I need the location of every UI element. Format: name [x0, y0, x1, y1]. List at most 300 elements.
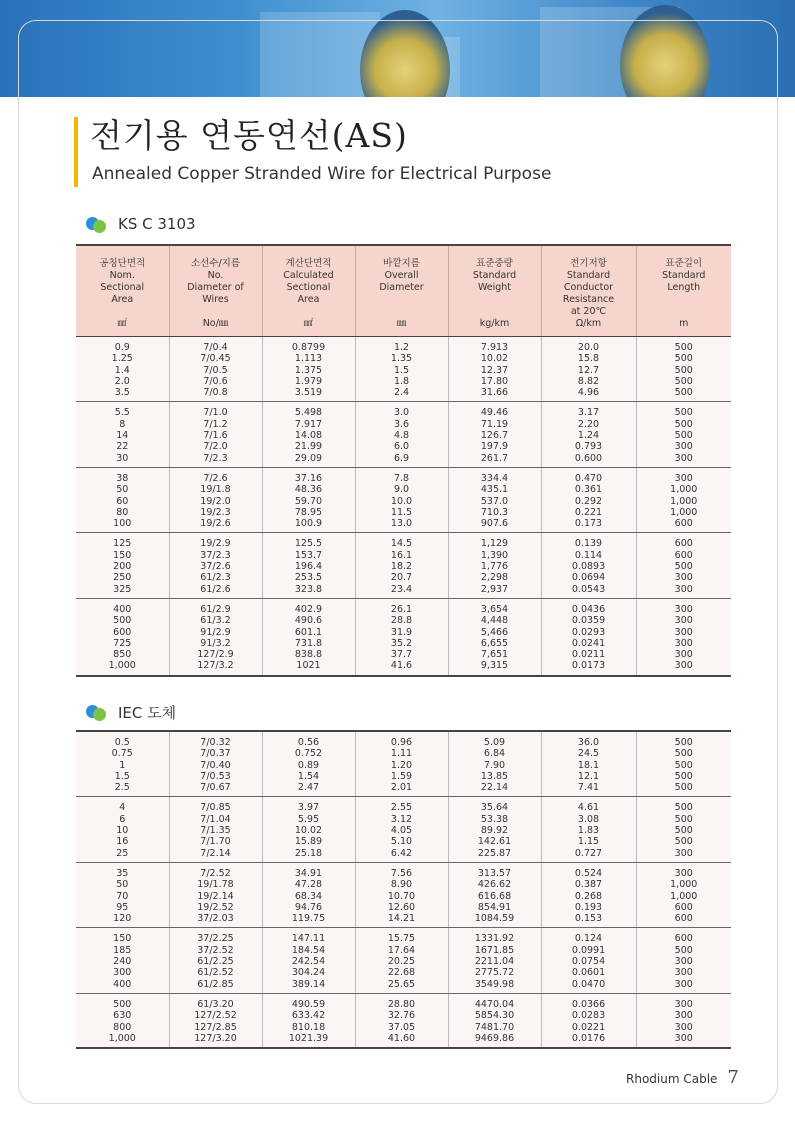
cell-calc-area [262, 862, 355, 927]
cell-value: 7/0.6 [203, 375, 228, 387]
section-label: IEC 도체 [118, 703, 177, 722]
cell-value: 0.387 [574, 879, 603, 891]
cell-value: 0.752 [294, 748, 323, 760]
cell-value: 1.4 [114, 364, 130, 376]
cell-value: 0.0436 [571, 603, 606, 615]
cell-diameter [355, 598, 448, 675]
cell-weight [448, 928, 541, 993]
cell-value: 0.727 [574, 847, 603, 859]
cell-value: 400 [113, 603, 132, 615]
section-header-iec [86, 701, 176, 723]
cell-calc-area [262, 533, 355, 598]
cell-value: 0.361 [574, 484, 603, 496]
cell-value: 6,655 [480, 637, 509, 649]
cell-value: 6.9 [393, 452, 410, 464]
cell-value: 304.24 [291, 967, 326, 979]
cell-resistance [541, 337, 636, 402]
cell-value: 35 [116, 867, 129, 879]
cell-value: 0.96 [390, 737, 413, 748]
cell-wires [169, 402, 262, 467]
table-row-group [76, 467, 731, 532]
cell-value: 70 [116, 890, 129, 902]
cell-value: 400 [113, 978, 132, 990]
cell-diameter [355, 337, 448, 402]
cell-value: 60 [116, 495, 129, 507]
cell-value: 127/2.85 [194, 1021, 237, 1033]
cell-value: 2.4 [393, 387, 410, 399]
cell-value: 2775.72 [474, 967, 515, 979]
cell-value: 197.9 [480, 441, 509, 453]
cell-value: 19/2.9 [200, 538, 231, 550]
cell-value: 14.5 [390, 538, 413, 550]
cell-value: 1.5 [114, 770, 130, 782]
cell-value: 20.25 [387, 956, 416, 968]
cell-value: 1021.39 [288, 1032, 329, 1044]
cell-value: 25.65 [387, 978, 416, 990]
cell-value: 37.16 [294, 472, 323, 484]
cell-value: 0.221 [574, 506, 603, 518]
cell-value: 0.0893 [571, 561, 606, 573]
cell-value: 1.83 [577, 825, 600, 837]
cell-value: 95 [116, 901, 129, 913]
header-nom-area: 공칭단면적 Nom. Sectional Area ㎟ [76, 245, 169, 337]
cell-value: 7/0.8 [203, 387, 228, 399]
cell-value: 500 [674, 364, 693, 376]
cell-value: 300 [674, 472, 693, 484]
cell-value: 41.6 [390, 660, 413, 672]
cell-value: 100 [113, 518, 132, 530]
cell-diameter [355, 797, 448, 862]
cell-value: 5,466 [480, 626, 509, 638]
cell-calc-area [262, 337, 355, 402]
cell-value: 80 [116, 506, 129, 518]
cell-value: 4,448 [480, 615, 509, 627]
cell-value: 50 [116, 484, 129, 496]
cell-value: 31.66 [480, 387, 509, 399]
cell-value: 150 [113, 933, 132, 945]
cell-value: 500 [674, 387, 693, 399]
cell-value: 3.97 [297, 802, 320, 814]
cell-value: 261.7 [480, 452, 509, 464]
cell-value: 6.42 [390, 847, 413, 859]
cell-value: 1,000 [670, 890, 698, 902]
cell-value: 710.3 [480, 506, 509, 518]
cell-value: 23.4 [390, 583, 413, 595]
cell-value: 810.18 [291, 1021, 326, 1033]
cell-wires [169, 467, 262, 532]
cell-value: 7.90 [483, 759, 506, 771]
bullet-dots-icon [86, 215, 108, 233]
cell-nom-area [76, 402, 169, 467]
cell-diameter [355, 402, 448, 467]
cell-value: 490.6 [294, 615, 323, 627]
cell-resistance [541, 402, 636, 467]
cell-value: 21.99 [294, 441, 323, 453]
cell-wires [169, 731, 262, 797]
cell-diameter [355, 533, 448, 598]
cell-value: 0.793 [574, 441, 603, 453]
cell-value: 435.1 [480, 484, 509, 496]
table-row-group [76, 862, 731, 927]
cell-value: 1,000 [108, 1032, 136, 1044]
cell-value: 2.20 [577, 418, 600, 430]
cell-value: 37.05 [387, 1021, 416, 1033]
cell-value: 61/2.85 [197, 978, 234, 990]
cell-value: 147.11 [291, 933, 326, 945]
cell-value: 14 [116, 430, 129, 442]
cell-value: 38 [116, 472, 129, 484]
cell-value: 3.5 [114, 387, 130, 399]
cell-length [636, 862, 731, 927]
cell-value: 1.35 [390, 353, 413, 365]
cell-value: 4.61 [577, 802, 600, 814]
cell-value: 32.76 [387, 1010, 416, 1022]
cell-value: 0.153 [574, 913, 603, 925]
header-banner [0, 0, 795, 97]
cell-value: 0.56 [297, 737, 320, 748]
cell-value: 37.7 [390, 649, 413, 661]
cell-value: 127/2.9 [197, 649, 234, 661]
cell-value: 300 [674, 649, 693, 661]
cell-value: 19/2.0 [200, 495, 231, 507]
cell-value: 150 [113, 549, 132, 561]
cell-value: 500 [674, 813, 693, 825]
cell-value: 26.1 [390, 603, 413, 615]
cell-value: 20.7 [390, 572, 413, 584]
cell-weight [448, 797, 541, 862]
cell-value: 49.46 [480, 407, 509, 419]
cell-value: 28.8 [390, 615, 413, 627]
cell-value: 838.8 [294, 649, 323, 661]
cell-value: 184.54 [291, 944, 326, 956]
cell-value: 14.21 [387, 913, 416, 925]
cell-value: 153.7 [294, 549, 323, 561]
cell-value: 7481.70 [474, 1021, 515, 1033]
cell-resistance [541, 598, 636, 675]
cell-value: 0.9 [114, 342, 130, 353]
table-row-group [76, 797, 731, 862]
cell-value: 2.5 [114, 782, 130, 794]
cell-value: 7/2.0 [203, 441, 228, 453]
cell-value: 500 [674, 342, 693, 353]
cell-diameter [355, 993, 448, 1048]
cell-value: 800 [113, 1021, 132, 1033]
cell-value: 13.0 [390, 518, 413, 530]
cell-value: 7/1.2 [203, 418, 228, 430]
cell-length [636, 731, 731, 797]
cell-value: 0.524 [574, 867, 603, 879]
cell-value: 4.8 [393, 430, 410, 442]
cell-calc-area [262, 598, 355, 675]
cell-value: 37/2.52 [197, 944, 234, 956]
cell-value: 12.37 [480, 364, 509, 376]
cell-value: 91/2.9 [200, 626, 231, 638]
cell-value: 22.14 [480, 782, 509, 794]
cell-value: 334.4 [480, 472, 509, 484]
cell-value: 0.0543 [571, 583, 606, 595]
cell-length [636, 993, 731, 1048]
cell-value: 125.5 [294, 538, 323, 550]
cell-value: 1 [119, 759, 126, 771]
cell-value: 1,390 [480, 549, 509, 561]
cell-weight [448, 467, 541, 532]
cell-value: 3.17 [577, 407, 600, 419]
cell-weight [448, 402, 541, 467]
cell-wires [169, 598, 262, 675]
cell-value: 1.5 [393, 364, 410, 376]
cell-value: 1.15 [577, 836, 600, 848]
cell-value: 91/3.2 [200, 637, 231, 649]
cell-value: 242.54 [291, 956, 326, 968]
cell-length [636, 598, 731, 675]
cell-value: 240 [113, 956, 132, 968]
footer [626, 1067, 739, 1088]
cell-value: 323.8 [294, 583, 323, 595]
title-accent-bar [74, 117, 78, 187]
cell-value: 1671.85 [474, 944, 515, 956]
cell-value: 13.85 [480, 770, 509, 782]
cell-value: 0.124 [574, 933, 603, 945]
cell-value: 0.139 [574, 538, 603, 550]
cell-value: 600 [674, 518, 693, 530]
cell-value: 19/1.78 [197, 879, 234, 891]
cell-value: 15.75 [387, 933, 416, 945]
cell-value: 1.54 [297, 770, 320, 782]
cell-value: 16.1 [390, 549, 413, 561]
cell-value: 6 [119, 813, 126, 825]
cell-value: 1,776 [480, 561, 509, 573]
cell-value: 725 [113, 637, 132, 649]
cell-value: 10.02 [294, 825, 323, 837]
cell-value: 59.70 [294, 495, 323, 507]
cell-value: 1.113 [294, 353, 323, 365]
section-header-ks [86, 213, 196, 235]
cell-value: 600 [674, 933, 693, 945]
cell-value: 0.8799 [291, 342, 326, 353]
cell-value: 300 [674, 967, 693, 979]
cell-value: 126.7 [480, 430, 509, 442]
cell-value: 0.0754 [571, 956, 606, 968]
cell-value: 850 [113, 649, 132, 661]
cell-value: 7/2.14 [200, 847, 231, 859]
cell-value: 2,937 [480, 583, 509, 595]
cell-value: 3.08 [577, 813, 600, 825]
cell-value: 0.173 [574, 518, 603, 530]
cell-value: 426.62 [477, 879, 512, 891]
bullet-dots-icon [86, 703, 108, 721]
cell-value: 7/0.4 [203, 342, 228, 353]
cell-value: 633.42 [291, 1010, 326, 1022]
cell-value: 11.5 [390, 506, 413, 518]
cell-value: 300 [674, 452, 693, 464]
page-number: 7 [727, 1067, 739, 1088]
table-row-group [76, 337, 731, 402]
cell-value: 61/2.9 [200, 603, 231, 615]
cell-value: 18.1 [577, 759, 600, 771]
cell-value: 600 [674, 549, 693, 561]
cell-value: 71.19 [480, 418, 509, 430]
cell-diameter [355, 862, 448, 927]
cell-value: 48.36 [294, 484, 323, 496]
cell-value: 15.8 [577, 353, 600, 365]
cell-value: 19/2.52 [197, 901, 234, 913]
cell-weight [448, 993, 541, 1048]
cell-value: 500 [674, 418, 693, 430]
cell-value: 119.75 [291, 913, 326, 925]
cell-value: 5.5 [114, 407, 130, 419]
cell-value: 600 [674, 913, 693, 925]
cell-value: 31.9 [390, 626, 413, 638]
cell-value: 300 [674, 626, 693, 638]
cell-value: 127/3.2 [197, 660, 234, 672]
cell-value: 500 [674, 782, 693, 794]
cell-value: 300 [674, 1010, 693, 1022]
cell-value: 3549.98 [474, 978, 515, 990]
cell-value: 14.08 [294, 430, 323, 442]
cell-value: 127/2.52 [194, 1010, 237, 1022]
cell-value: 300 [674, 956, 693, 968]
cell-value: 2,298 [480, 572, 509, 584]
cell-value: 200 [113, 561, 132, 573]
cell-value: 29.09 [294, 452, 323, 464]
cell-wires [169, 862, 262, 927]
cell-calc-area [262, 993, 355, 1048]
cell-value: 7,651 [480, 649, 509, 661]
cell-nom-area [76, 862, 169, 927]
cell-value: 120 [113, 913, 132, 925]
cell-value: 37/2.03 [197, 913, 234, 925]
cell-value: 1,129 [480, 538, 509, 550]
cell-value: 7/0.45 [200, 353, 231, 365]
cell-value: 300 [674, 847, 693, 859]
cell-value: 600 [113, 626, 132, 638]
cell-nom-area [76, 467, 169, 532]
cell-value: 300 [674, 583, 693, 595]
cell-nom-area [76, 598, 169, 675]
cell-value: 9.0 [393, 484, 410, 496]
cell-value: 0.600 [574, 452, 603, 464]
cell-value: 402.9 [294, 603, 323, 615]
cell-value: 0.193 [574, 901, 603, 913]
cell-value: 500 [674, 825, 693, 837]
header-diameter: 바깥지름 Overall Diameter ㎜ [355, 245, 448, 337]
cell-value: 1,000 [670, 484, 698, 496]
cell-diameter [355, 467, 448, 532]
cell-value: 500 [674, 737, 693, 748]
cell-value: 5854.30 [474, 1010, 515, 1022]
cell-value: 300 [674, 1021, 693, 1033]
cell-wires [169, 337, 262, 402]
cell-value: 78.95 [294, 506, 323, 518]
cell-value: 500 [113, 615, 132, 627]
cell-value: 6.0 [393, 441, 410, 453]
cell-value: 9,315 [480, 660, 509, 672]
cell-value: 325 [113, 583, 132, 595]
cell-value: 300 [674, 441, 693, 453]
header-weight: 표준중량 Standard Weight kg/km [448, 245, 541, 337]
cell-length [636, 467, 731, 532]
cell-value: 500 [674, 375, 693, 387]
cell-value: 0.75 [111, 748, 133, 760]
cell-value: 4.96 [577, 387, 600, 399]
cell-resistance [541, 993, 636, 1048]
cell-value: 16 [116, 836, 129, 848]
cell-nom-area [76, 797, 169, 862]
table-row-group [76, 993, 731, 1048]
cell-value: 3.0 [393, 407, 410, 419]
cell-value: 500 [674, 561, 693, 573]
cell-value: 1.20 [390, 759, 413, 771]
cell-value: 5.95 [297, 813, 320, 825]
cell-length [636, 533, 731, 598]
table-row-group [76, 598, 731, 675]
cell-value: 500 [113, 998, 132, 1010]
cell-value: 8.82 [577, 375, 600, 387]
cell-value: 10 [116, 825, 129, 837]
cell-value: 15.89 [294, 836, 323, 848]
cell-diameter [355, 731, 448, 797]
cell-length [636, 337, 731, 402]
cell-value: 19/1.8 [200, 484, 231, 496]
iec-table-body [76, 731, 731, 1048]
cell-diameter [355, 928, 448, 993]
cell-value: 2211.04 [474, 956, 515, 968]
cell-value: 500 [674, 770, 693, 782]
cell-value: 1084.59 [474, 913, 515, 925]
cell-value: 600 [674, 901, 693, 913]
cell-nom-area [76, 993, 169, 1048]
cell-value: 630 [113, 1010, 132, 1022]
cell-value: 3,654 [480, 603, 509, 615]
cell-wires [169, 993, 262, 1048]
cell-value: 185 [113, 944, 132, 956]
cell-value: 0.0694 [571, 572, 606, 584]
ks-table-body [76, 337, 731, 676]
cell-value: 490.59 [291, 998, 326, 1010]
cell-value: 4.05 [390, 825, 413, 837]
cell-value: 731.8 [294, 637, 323, 649]
cell-value: 8.90 [390, 879, 413, 891]
cell-value: 1.25 [111, 353, 133, 365]
cell-value: 300 [674, 615, 693, 627]
cell-wires [169, 797, 262, 862]
cell-value: 0.0991 [571, 944, 606, 956]
cell-value: 225.87 [477, 847, 512, 859]
cell-wires [169, 533, 262, 598]
cell-value: 3.6 [393, 418, 410, 430]
cell-value: 0.0221 [571, 1021, 606, 1033]
cell-value: 500 [674, 759, 693, 771]
cell-value: 7/2.6 [203, 472, 228, 484]
cell-calc-area [262, 467, 355, 532]
cell-nom-area [76, 533, 169, 598]
cell-value: 125 [113, 538, 132, 550]
cell-value: 0.470 [574, 472, 603, 484]
cell-value: 142.61 [477, 836, 512, 848]
cell-value: 94.76 [294, 901, 323, 913]
cell-resistance [541, 731, 636, 797]
cell-value: 300 [674, 603, 693, 615]
cell-value: 12.60 [387, 901, 416, 913]
cell-nom-area [76, 928, 169, 993]
cell-value: 7/0.32 [200, 737, 231, 748]
cell-value: 313.57 [477, 867, 512, 879]
cell-value: 7.8 [393, 472, 410, 484]
cell-value: 0.268 [574, 890, 603, 902]
cell-value: 0.5 [114, 737, 130, 748]
table-row-group [76, 402, 731, 467]
cell-value: 10.70 [387, 890, 416, 902]
